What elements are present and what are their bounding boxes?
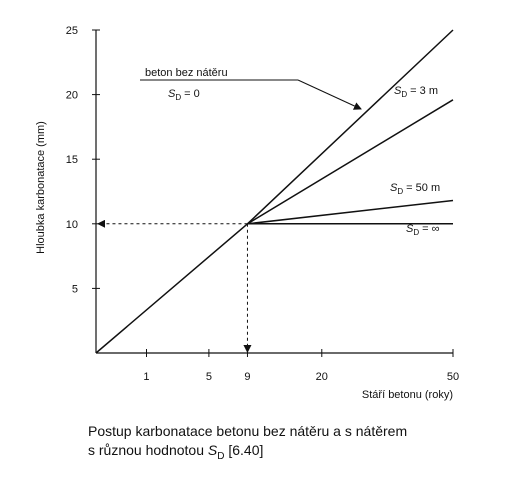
x-tick-label: 1 bbox=[143, 371, 150, 383]
y-axis-label: Hloubka karbonatace (mm) bbox=[35, 121, 47, 254]
x-tick-label: 5 bbox=[205, 371, 212, 383]
annotations bbox=[140, 67, 440, 237]
y-tick-label: 15 bbox=[65, 154, 78, 167]
y-tick-label: 20 bbox=[65, 89, 78, 102]
caption-line-1: Postup karbonatace betonu bez nátěru a s nátěrem bbox=[88, 423, 408, 439]
sd-infinity-label: $S_D$ = ∞ bbox=[406, 223, 440, 237]
x-tick-label: 9 bbox=[244, 371, 251, 383]
x-tick-label: 20 bbox=[315, 371, 328, 383]
caption-line-2-prefix: s různou hodnotou bbox=[88, 442, 208, 458]
uncoated-pointer-arrow bbox=[298, 80, 361, 109]
y-tick-label: 10 bbox=[65, 218, 78, 231]
uncoated-label: beton bez nátěru bbox=[145, 67, 228, 79]
caption-line-2 bbox=[88, 441, 488, 466]
y-tick-label: 25 bbox=[65, 25, 78, 37]
sd-3m-label: $S_D = 3$ m bbox=[394, 85, 438, 99]
sd-50m-label: $S_D = 50$ m bbox=[390, 182, 441, 196]
uncoated-sd-label: $S_D = 0$ bbox=[168, 88, 200, 102]
figure-caption bbox=[88, 422, 488, 466]
sd-50m-line bbox=[248, 201, 454, 224]
caption-line-2-suffix: [6.40] bbox=[224, 442, 264, 458]
x-axis-label: Stáří betonu (roky) bbox=[361, 389, 453, 401]
y-tick-label: 5 bbox=[71, 283, 78, 296]
axes bbox=[35, 30, 453, 401]
x-tick-label: 50 bbox=[446, 371, 460, 383]
caption-sd-subscript: D bbox=[217, 450, 225, 462]
caption-sd-symbol: S bbox=[207, 442, 218, 458]
sd-3m-line bbox=[248, 100, 454, 224]
